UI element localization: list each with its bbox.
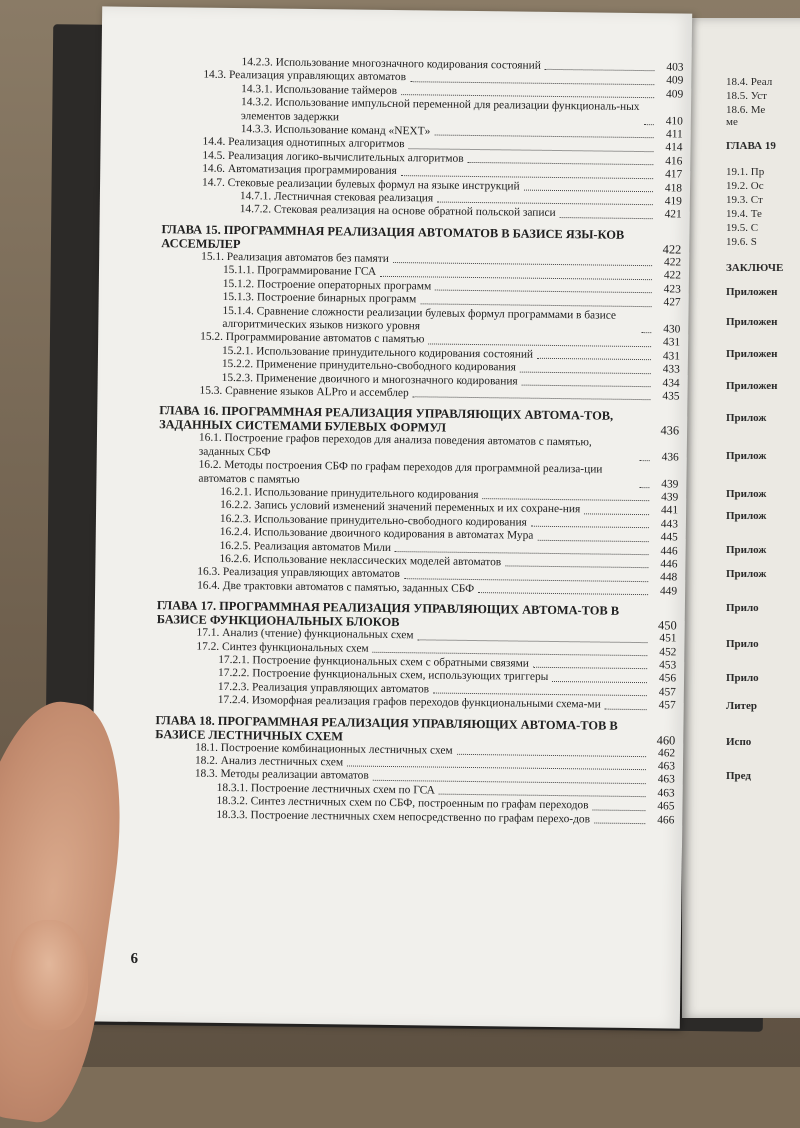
toc-page-number: 422 xyxy=(663,256,682,269)
toc-page-number: 433 xyxy=(662,363,680,376)
right-page-line: 19.5. С xyxy=(726,222,759,234)
toc-entry-title: 18.3.1. Построение лестничных схем по ГСА xyxy=(216,781,436,797)
leader-dots xyxy=(644,124,654,125)
leader-dots xyxy=(483,498,650,501)
right-page xyxy=(682,18,800,1018)
leader-dots xyxy=(505,566,648,569)
toc-entry-title: 15.1. Реализация автоматов без памяти xyxy=(201,250,389,265)
toc-page-number: 417 xyxy=(665,168,683,181)
leader-dots xyxy=(418,639,648,643)
toc-page-number: 436 xyxy=(660,423,680,438)
toc-entry-title: 18.2. Анализ лестничных схем xyxy=(194,754,344,769)
toc-page-number: 418 xyxy=(664,181,683,195)
toc-entry-title: 16.2. Методы построения СБФ по графам переходов для программной реализа-ции автоматов с памятью xyxy=(198,458,603,486)
right-page-line: 19.4. Те xyxy=(726,208,762,220)
toc-entry-title: 17.2.3. Реализация управляющих автоматов xyxy=(217,680,430,696)
leader-dots xyxy=(533,667,647,669)
leader-dots xyxy=(468,162,654,165)
toc-entry-title: 16.2.1. Использование принудительного кодирования xyxy=(220,485,479,502)
toc-entry-title: 17.2.4. Изоморфная реализация графов переходов функциональными схема-ми xyxy=(217,694,601,711)
toc-page-number: 452 xyxy=(659,645,677,659)
toc-entry-title: 18.1. Построение комбинационных лестничных схем xyxy=(195,741,453,757)
leader-dots xyxy=(435,290,652,294)
toc-entry-title: 15.2. Программирование автоматов с памятью xyxy=(200,330,425,346)
right-page-line: 18.6. Ме xyxy=(726,104,766,116)
toc-page-number: 431 xyxy=(662,350,681,363)
toc-entry-title: 16.2.6. Использование неклассических моделей автоматов xyxy=(219,552,502,569)
right-page-line: 19.1. Пр xyxy=(726,166,765,178)
leader-dots xyxy=(641,332,651,333)
leader-dots xyxy=(457,754,646,757)
right-page-line: 18.4. Реал xyxy=(726,76,773,88)
toc-entry-title: 16.2.5. Реализация автоматов Мили xyxy=(219,539,392,554)
toc-page-number: 431 xyxy=(662,336,681,349)
toc-page-number: 409 xyxy=(666,88,684,101)
right-page-line: Прило xyxy=(726,672,759,684)
leader-dots xyxy=(437,202,653,206)
toc-entry-title: 18.3.2. Синтез лестничных схем по СБФ, построенным по графам переходов xyxy=(216,795,589,812)
leader-dots xyxy=(522,385,651,388)
right-page-line: ГЛАВА 19 xyxy=(726,140,776,152)
toc-page-number: 439 xyxy=(661,491,679,504)
leader-dots xyxy=(434,135,653,139)
toc-entry-title: 16.2.2. Запись условий изменений значений переменных и их сохране-ния xyxy=(220,499,581,516)
leader-dots xyxy=(524,190,653,193)
leader-dots xyxy=(605,708,647,710)
right-page-line: Приложен xyxy=(726,380,778,392)
toc-page-number: 451 xyxy=(659,632,677,645)
leader-dots xyxy=(594,823,645,825)
right-page-line: 19.2. Ос xyxy=(726,180,764,192)
toc-page-number: 441 xyxy=(660,504,679,517)
toc-entry-title: 17.2.1. Построение функциональных схем с обратными связями xyxy=(218,653,529,670)
toc-entry-title: 17.1. Анализ (чтение) функциональных схем xyxy=(196,626,414,642)
toc-page-number: 421 xyxy=(664,208,682,221)
leader-dots xyxy=(640,460,650,461)
toc-page-number: 443 xyxy=(660,518,679,531)
toc-page-number: 457 xyxy=(658,686,676,699)
toc-page-number: 466 xyxy=(657,813,675,827)
leader-dots xyxy=(639,487,649,488)
toc-page-number: 439 xyxy=(661,477,679,491)
toc-entry-title: 15.3. Сравнение языков ALPro и ассемблер xyxy=(199,384,409,400)
toc-entry-title: 17.2. Синтез функциональных схем xyxy=(196,640,369,655)
toc-entry-title: 15.1.3. Построение бинарных программ xyxy=(222,291,417,306)
toc-page-number: 465 xyxy=(657,800,675,813)
toc-page-number: 403 xyxy=(666,61,684,74)
leader-dots xyxy=(560,217,653,219)
toc-entry-title: 15.2.1. Использование принудительного кодирования состояний xyxy=(221,344,534,361)
toc-entry-title: 18.3. Методы реализации автоматов xyxy=(194,768,369,783)
toc-entry-title: 14.5. Реализация логико-вычислительных алгоритмов xyxy=(202,149,464,165)
thumb xyxy=(10,920,88,1030)
toc-entry-title: 16.2.3. Использование принудительно-свободного кодирования xyxy=(219,512,527,529)
right-page-line: Прило xyxy=(726,638,759,650)
toc-page-number: 435 xyxy=(662,390,680,403)
toc-page-number: 427 xyxy=(663,296,681,309)
leader-dots xyxy=(537,539,648,541)
right-page-line: Прилож xyxy=(726,412,767,424)
toc-page-number: 409 xyxy=(666,74,684,87)
toc-entry-title: 14.7.1. Лестничная стековая реализация xyxy=(239,190,434,205)
toc-page-number: 411 xyxy=(665,128,683,141)
right-page-line: Пред xyxy=(726,770,751,782)
toc-entry-title: 14.3.2. Использование импульсной переменной для реализации функциональ-ных элементов задержки xyxy=(240,96,640,123)
toc-entry-title: 14.7.2. Стековая реализация на основе обратной польской записи xyxy=(239,203,556,220)
leader-dots xyxy=(413,397,651,401)
leader-dots xyxy=(531,526,649,528)
toc-page-number: 463 xyxy=(657,773,675,786)
leader-dots xyxy=(520,371,651,374)
right-page-line: Испо xyxy=(726,736,752,748)
right-page-line: Литер xyxy=(726,700,757,712)
toc-entry-title: 15.1.2. Построение операторных программ xyxy=(222,277,432,293)
leader-dots xyxy=(420,303,651,307)
toc-entry-title: 16.1. Построение графов переходов для анализа поведения автоматов с памятью, заданных СБФ xyxy=(198,431,592,459)
toc-entry-title: 18.3.3. Построение лестничных схем непосредственно по графам перехо-дов xyxy=(216,808,591,826)
toc-page-number: 446 xyxy=(660,544,678,558)
leader-dots xyxy=(537,358,651,360)
right-page-line: 19.6. S xyxy=(726,236,757,248)
toc-page-number: 423 xyxy=(663,283,681,296)
toc-entry-title: 14.2.3. Использование многозначного кодирования состояний xyxy=(241,56,541,72)
toc-entry-title: 14.7. Стековые реализации булевых формул на языке инструкций xyxy=(202,176,520,193)
leader-dots xyxy=(428,343,651,347)
right-page-line: Прилож xyxy=(726,488,767,500)
toc-entry-title: ГЛАВА 17. ПРОГРАММНАЯ РЕАЛИЗАЦИЯ УПРАВЛЯЮЩИХ АВТОМА-ТОВ В БАЗИСЕ ФУНКЦИОНАЛЬНЫХ БЛОКОВ xyxy=(156,598,620,630)
toc-page-number: 430 xyxy=(663,323,681,336)
leader-dots xyxy=(478,592,648,595)
right-page-line: Прилож xyxy=(726,568,767,580)
toc-page-number: 450 xyxy=(658,618,677,633)
toc-page-number: 422 xyxy=(662,242,682,257)
toc-entry-title: 14.6. Автоматизация программирования xyxy=(202,162,397,178)
toc-page-number: 463 xyxy=(657,787,675,800)
right-page-line: Приложен xyxy=(726,316,778,328)
toc-page-number: 422 xyxy=(663,269,682,282)
leader-dots xyxy=(545,69,655,71)
page-number: 6 xyxy=(130,950,139,967)
toc-entry-title: 16.3. Реализация управляющих автоматов xyxy=(197,566,401,581)
right-page-line: Прило xyxy=(726,602,759,614)
toc-page-number: 463 xyxy=(657,760,676,773)
leader-dots xyxy=(439,794,646,798)
toc-entry-title: 15.2.3. Применение двоичного и многозначного кодирования xyxy=(221,371,518,388)
book-page xyxy=(90,6,692,1028)
right-page-line: ЗАКЛЮЧЕ xyxy=(726,262,784,274)
toc-page-number: 462 xyxy=(657,746,676,760)
toc-page-number: 449 xyxy=(659,585,678,598)
toc-page-number: 416 xyxy=(665,155,683,168)
toc-entry-title: 14.3.3. Использование команд «NEXT» xyxy=(240,123,431,138)
leader-dots xyxy=(409,148,654,152)
leader-dots xyxy=(552,681,647,683)
leader-dots xyxy=(592,809,645,811)
right-page-line: ме xyxy=(726,116,738,128)
toc-page-number: 445 xyxy=(660,531,678,544)
right-page-line: Приложен xyxy=(726,348,778,360)
toc-entry-title: ГЛАВА 16. ПРОГРАММНАЯ РЕАЛИЗАЦИЯ УПРАВЛЯЮЩИХ АВТОМА-ТОВ, ЗАДАННЫХ СИСТЕМАМИ БУЛЕВЫХ ФОРМУЛ xyxy=(159,403,614,436)
toc-entry-title: 15.1.1. Программирование ГСА xyxy=(222,264,377,279)
right-page-line: Прилож xyxy=(726,510,767,522)
right-page-line: Прилож xyxy=(726,450,767,462)
right-page-line: Приложен xyxy=(726,286,778,298)
toc-page-number: 460 xyxy=(656,732,676,748)
toc-entry-title: 15.1.4. Сравнение сложности реализации булевых формул программами в базисе алгоритмических языков низкого уровня xyxy=(222,304,617,333)
toc-page-number: 446 xyxy=(660,558,678,571)
toc-page-number: 434 xyxy=(662,376,680,390)
toc-page-number: 414 xyxy=(665,141,683,154)
toc-page-number: 448 xyxy=(660,571,678,584)
leader-dots xyxy=(404,578,648,582)
right-page-line: 18.5. Уст xyxy=(726,90,767,102)
toc-entry-title: 14.3.1. Использование таймеров xyxy=(241,82,398,97)
toc-entry-title: 14.3. Реализация управляющих автоматов xyxy=(203,69,407,84)
right-page-line: Прилож xyxy=(726,544,767,556)
toc-page-number: 456 xyxy=(658,672,677,685)
toc-entry-title: 17.2.2. Построение функциональных схем, использующих триггеры xyxy=(218,667,549,684)
leader-dots xyxy=(433,693,647,697)
toc-page-number: 419 xyxy=(664,195,682,208)
toc-entry-title: 16.4. Две трактовки автоматов с памятью, заданных СБФ xyxy=(197,579,475,595)
toc-page-number: 457 xyxy=(658,699,676,712)
toc-entry-title: 15.2.2. Применение принудительно-свободного кодирования xyxy=(221,358,517,374)
toc-page-number: 410 xyxy=(665,114,683,128)
toc-entry-title: 16.2.4. Использование двоичного кодирования в автоматах Мура xyxy=(219,526,534,542)
table-of-contents xyxy=(154,55,683,827)
leader-dots xyxy=(410,81,654,85)
leader-dots xyxy=(584,513,649,515)
toc-entry-title: ГЛАВА 18. ПРОГРАММНАЯ РЕАЛИЗАЦИЯ УПРАВЛЯЮЩИХ АВТОМА-ТОВ В БАЗИСЕ ЛЕСТНИЧНЫХ СХЕМ xyxy=(155,712,618,744)
right-page-line: 19.3. Ст xyxy=(726,194,763,206)
toc-page-number: 436 xyxy=(661,451,679,464)
toc-page-number: 453 xyxy=(659,659,677,672)
toc-entry-title: 14.4. Реализация однотипных алгоритмов xyxy=(202,136,405,151)
toc-entry-title: ГЛАВА 15. ПРОГРАММНАЯ РЕАЛИЗАЦИЯ АВТОМАТОВ В БАЗИСЕ ЯЗЫ-КОВ АССЕМБЛЕР xyxy=(161,222,625,252)
